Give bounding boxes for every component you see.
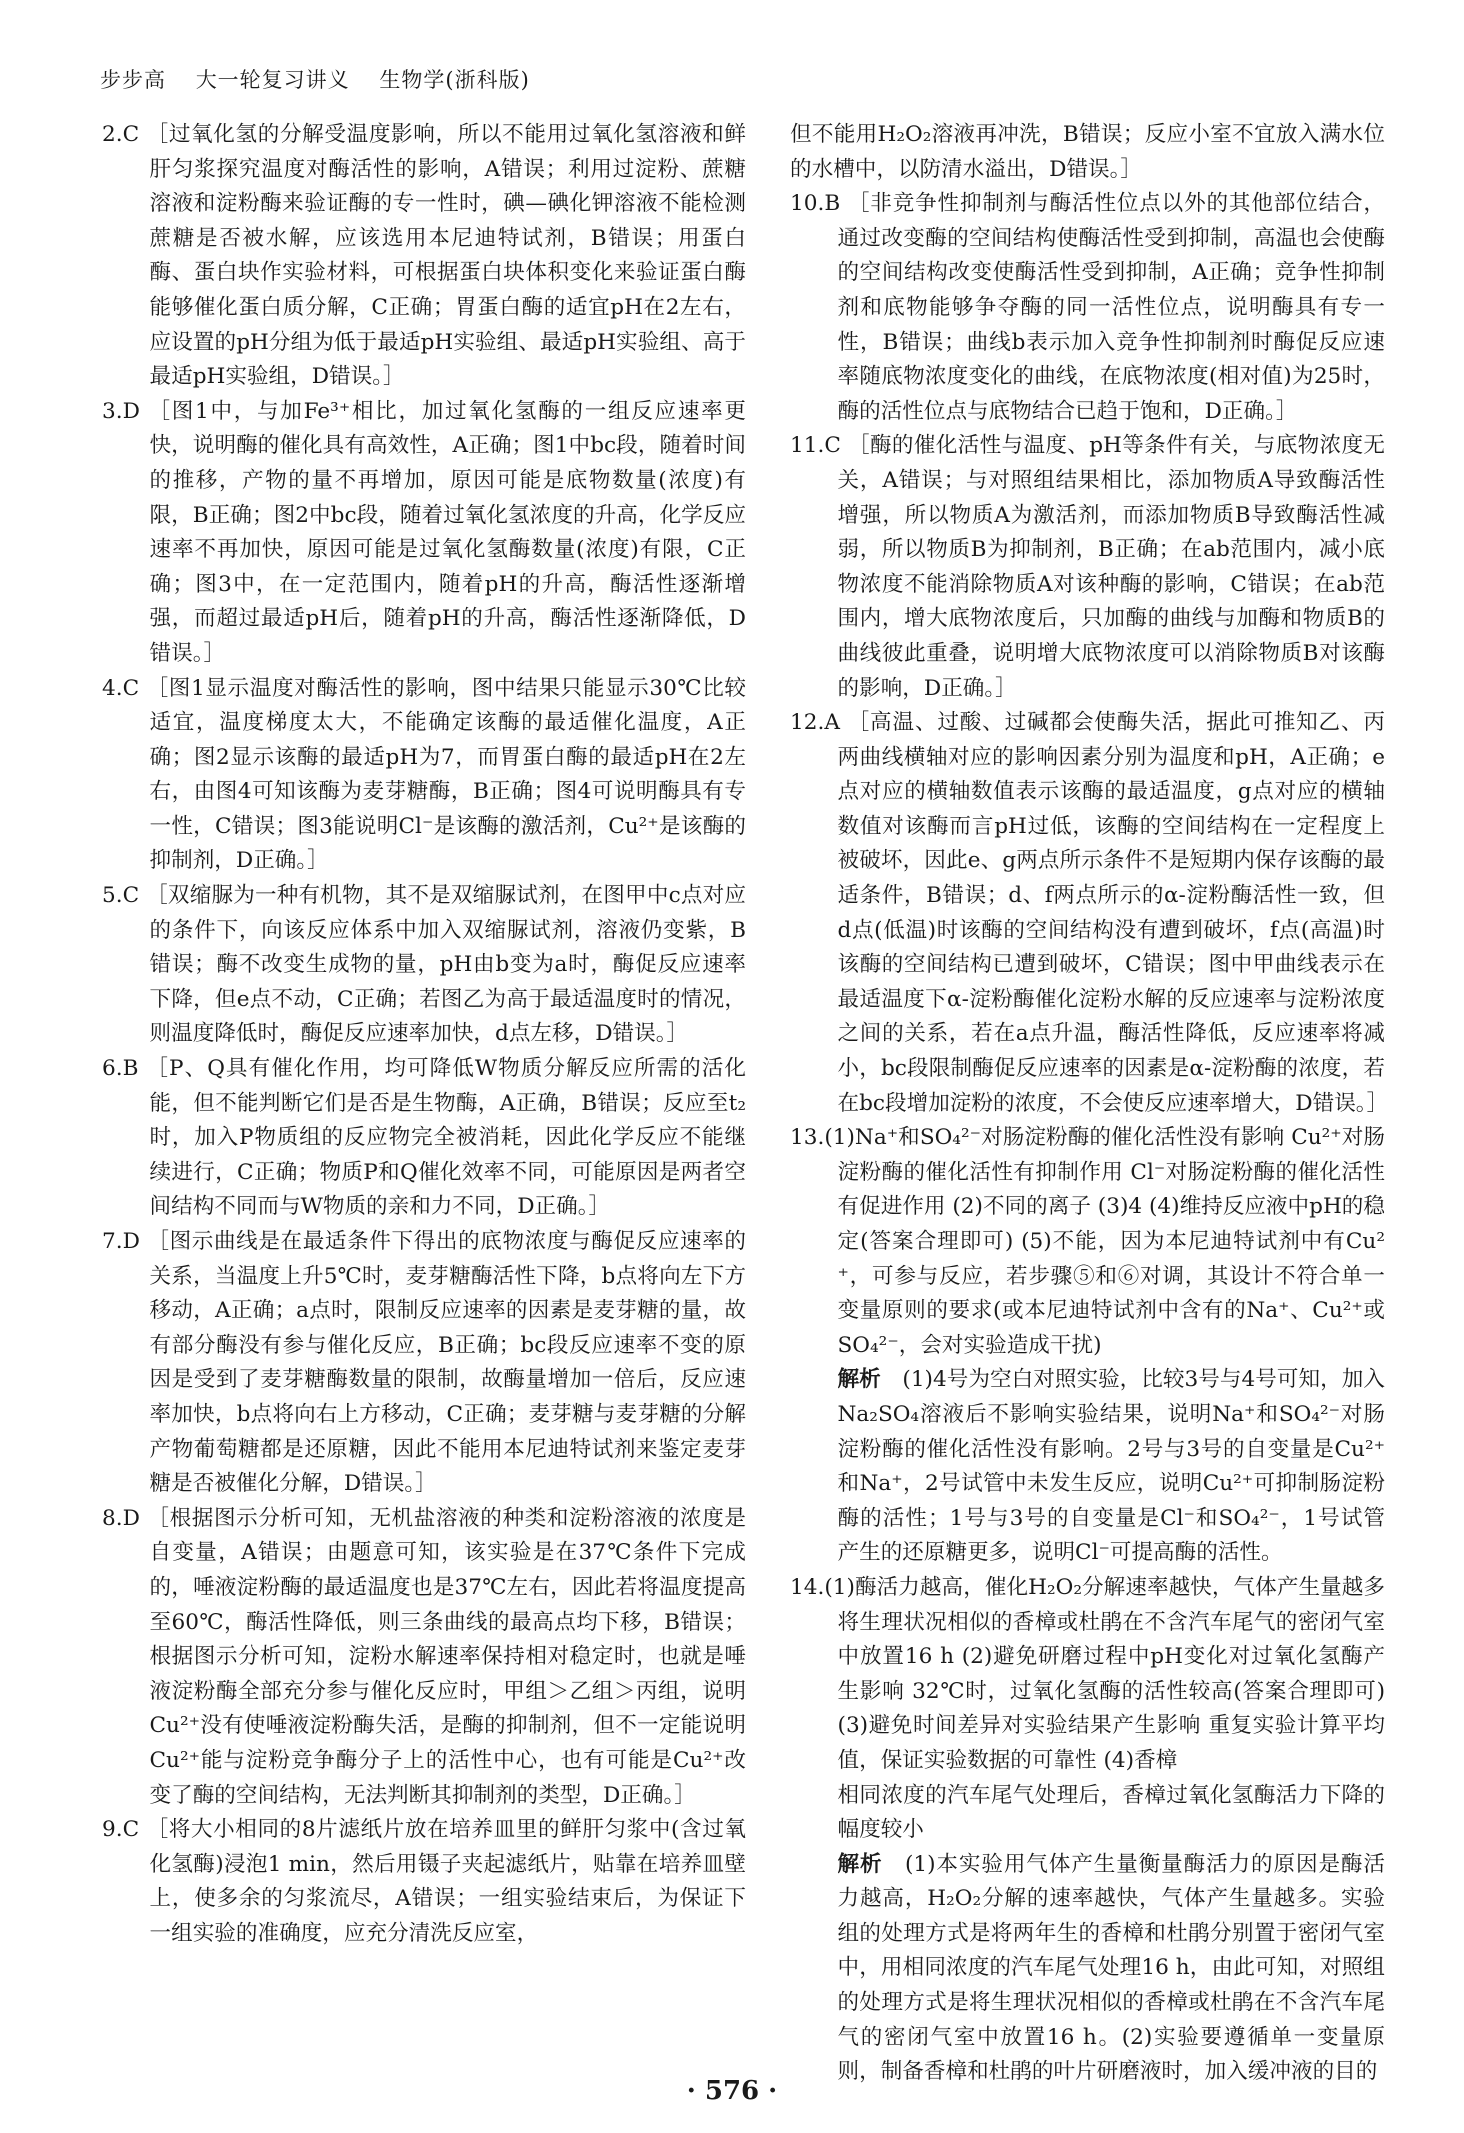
answer-item-13: 13.(1)Na⁺和SO₄²⁻对肠淀粉酶的催化活性没有影响 Cu²⁺对肠淀粉酶的催化活性有抑制作用 Cl⁻对肠淀粉酶的催化活性有促进作用 (2)不同的离子 (3)4 (4)维持反应液中pH的稳定(答案合理即可) (5)不能，因为本尼迪特试剂中有Cu²⁺，可参与反应，若步骤⑤和⑥对调，其设计不符合单一变量原则的要求(或本尼迪特试剂中含有的Na⁺、Cu²⁺或SO₄²⁻，会对实验造成干扰)	[790, 1125, 1385, 1358]
answer-item-10: 10.B ［非竞争性抑制剂与酶活性位点以外的其他部位结合，通过改变酶的空间结构使酶活性受到抑制，高温也会使酶的空间结构改变使酶活性受到抑制，A正确；竞争性抑制剂和底物能够争夺酶的同一活性位点，说明酶具有专一性，B错误；曲线b表示加入竞争性抑制剂时酶促反应速率随底物浓度变化的曲线，在底物浓度(相对值)为25时，酶的活性位点与底物结合已趋于饱和，D正确。］	[790, 191, 1385, 424]
page-number: · 576 ·	[686, 2076, 778, 2106]
header-series: 步步高	[100, 68, 166, 92]
answer-item-9-continued: 但不能用H₂O₂溶液再冲洗，B错误；反应小室不宜放入满水位的水槽中，以防清水溢出，D错误。］	[790, 122, 1385, 182]
header-title: 大一轮复习讲义	[195, 68, 350, 92]
analysis-label: 解析	[837, 1851, 883, 1877]
answer-item-7: 7.D ［图示曲线是在最适条件下得出的底物浓度与酶促反应速率的关系，当温度上升5℃时，麦芽糖酶活性下降，b点将向左下方移动，A正确；a点时，限制反应速率的因素是麦芽糖的量，故有部分酶没有参与催化反应，B正确；bc段反应速率不变的原因是受到了麦芽糖酶数量的限制，故酶量增加一倍后，反应速率加快，b点将向右上方移动，C正确；麦芽糖与麦芽糖的分解产物葡萄糖都是还原糖，因此不能用本尼迪特试剂来鉴定麦芽糖是否被催化分解，D错误。］	[102, 1229, 746, 1497]
analysis-label: 解析	[837, 1367, 881, 1393]
answer-item-9: 9.C ［将大小相同的8片滤纸片放在培养皿里的鲜肝匀浆中(含过氧化氢酶)浸泡1 min，然后用镊子夹起滤纸片，贴靠在培养皿壁上，使多余的匀浆流尽，A错误；一组实验结束后，为保证下一组实验的准确度，应充分清洗反应室，	[102, 1817, 746, 1946]
answer-item-14: 14.(1)酶活力越高，催化H₂O₂分解速率越快，气体产生量越多 将生理状况相似的香樟或杜鹃在不含汽车尾气的密闭气室中放置16 h (2)避免研磨过程中pH变化对过氧化氢酶产生影响 32℃时，过氧化氢酶的活性较高(答案合理即可) (3)避免时间差异对实验结果产生影响 重复实验计算平均值，保证实验数据的可靠性 (4)香樟	[790, 1574, 1385, 1773]
answer-item-14-tail: 相同浓度的汽车尾气处理后，香樟过氧化氢酶活力下降的幅度较小	[837, 1782, 1385, 1843]
left-column	[102, 118, 746, 1951]
answer-item-12: 12.A ［高温、过酸、过碱都会使酶失活，据此可推知乙、丙两曲线横轴对应的影响因素分别为温度和pH，A正确；e点对应的横轴数值表示该酶的最适温度，g点对应的横轴数值对该酶而言pH过低，该酶的空间结构在一定程度上被破坏，因此e、g两点所示条件不是短期内保存该酶的最适条件，B错误；d、f两点所示的α-淀粉酶活性一致，但d点(低温)时该酶的空间结构没有遭到破坏，f点(高温)时该酶的空间结构已遭到破坏，C错误；图中甲曲线表示在最适温度下α-淀粉酶催化淀粉水解的反应速率与淀粉浓度之间的关系，若在a点升温，酶活性降低，反应速率将减小，bc段限制酶促反应速率的因素是α-淀粉酶的浓度，若在bc段增加淀粉的浓度，不会使反应速率增大，D错误。］	[790, 710, 1389, 1116]
running-header	[100, 64, 552, 94]
answer-item-3: 3.D ［图1中，与加Fe³⁺相比，加过氧化氢酶的一组反应速率更快，说明酶的催化具有高效性，A正确；图1中bc段，随着时间的推移，产物的量不再增加，原因可能是底物数量(浓度)有限，B正确；图2中bc段，随着过氧化氢浓度的升高，化学反应速率不再加快，原因可能是过氧化氢酶数量(浓度)有限，C正确；图3中，在一定范围内，随着pH的升高，酶活性逐渐增强，而超过最适pH后，随着pH的升高，酶活性逐渐降低，D错误。］	[102, 398, 746, 666]
answer-item-11: 11.C ［酶的催化活性与温度、pH等条件有关，与底物浓度无关，A错误；与对照组结果相比，添加物质A导致酶活性增强，所以物质A为激活剂，而添加物质B导致酶活性减弱，所以物质B为抑制剂，B正确；在ab范围内，减小底物浓度不能消除物质A对该种酶的影响，C错误；在ab范围内，增大底物浓度后，只加酶的曲线与加酶和物质B的曲线彼此重叠，说明增大底物浓度可以消除物质B对该酶的影响，D正确。］	[790, 433, 1385, 701]
answer-item-8: 8.D ［根据图示分析可知，无机盐溶液的种类和淀粉溶液的浓度是自变量，A错误；由题意可知，该实验是在37℃条件下完成的，唾液淀粉酶的最适温度也是37℃左右，因此若将温度提高至60℃，酶活性降低，则三条曲线的最高点均下移，B错误；根据图示分析可知，淀粉水解速率保持相对稳定时，也就是唾液淀粉酶全部充分参与催化反应时，甲组＞乙组＞丙组，说明Cu²⁺没有使唾液淀粉酶失活，是酶的抑制剂，但不一定能说明Cu²⁺能与淀粉竞争酶分子上的活性中心，也有可能是Cu²⁺改变了酶的空间结构，无法判断其抑制剂的类型，D正确。］	[102, 1505, 746, 1808]
analysis-13	[790, 1363, 1385, 1571]
analysis-13-text: (1)4号为空白对照实验，比较3号与4号可知，加入Na₂SO₄溶液后不影响实验结果，说明Na⁺和SO₄²⁻对肠淀粉酶的催化活性没有影响。2号与3号的自变量是Cu²⁺和Na⁺，2号试管中未发生反应，说明Cu²⁺可抑制肠淀粉酶的活性；1号与3号的自变量是Cl⁻和SO₄²⁻，1号试管产生的还原糖更多，说明Cl⁻可提高酶的活性。	[837, 1367, 1385, 1566]
header-subject: 生物学(浙科版)	[379, 68, 530, 92]
answer-item-6: 6.B ［P、Q具有催化作用，均可降低W物质分解反应所需的活化能，但不能判断它们是否是生物酶，A正确，B错误；反应至t₂时，加入P物质组的反应物完全被消耗，因此化学反应不能继续进行，C正确；物质P和Q催化效率不同，可能原因是两者空间结构不同而与W物质的亲和力不同，D正确。］	[102, 1056, 746, 1220]
answer-item-2: 2.C ［过氧化氢的分解受温度影响，所以不能用过氧化氢溶液和鲜肝匀浆探究温度对酶活性的影响，A错误；利用过淀粉、蔗糖溶液和淀粉酶来验证酶的专一性时，碘—碘化钾溶液不能检测蔗糖是否被水解，应该选用本尼迪特试剂，B错误；用蛋白酶、蛋白块作实验材料，可根据蛋白块体积变化来验证蛋白酶能够催化蛋白质分解，C正确；胃蛋白酶的适宜pH在2左右，应设置的pH分组为低于最适pH实验组、最适pH实验组、高于最适pH实验组，D错误。］	[102, 122, 746, 390]
right-column	[790, 118, 1389, 2090]
answer-item-4: 4.C ［图1显示温度对酶活性的影响，图中结果只能显示30℃比较适宜，温度梯度太大，不能确定该酶的最适催化温度，A正确；图2显示该酶的最适pH为7，而胃蛋白酶的最适pH在2左右，由图4可知该酶为麦芽糖酶，B正确；图4可说明酶具有专一性，C错误；图3能说明Cl⁻是该酶的激活剂，Cu²⁺是该酶的抑制剂，D正确。］	[102, 675, 746, 874]
analysis-14	[790, 1848, 1385, 2090]
analysis-14-text: (1)本实验用气体产生量衡量酶活力的原因是酶活力越高，H₂O₂分解的速率越快，气体产生量越多。实验组的处理方式是将两年生的香樟和杜鹃分别置于密闭气室中，用相同浓度的汽车尾气处理16 h，由此可知，对照组的处理方式是将生理状况相似的香樟或杜鹃在不含汽车尾气的密闭气室中放置16 h。(2)实验要遵循单一变量原则，制备香樟和杜鹃的叶片研磨液时，加入缓冲液的目的	[837, 1851, 1385, 2085]
answer-item-5: 5.C ［双缩脲为一种有机物，其不是双缩脲试剂，在图甲中c点对应的条件下，向该反应体系中加入双缩脲试剂，溶液仍变紫，B错误；酶不改变生成物的量，pH由b变为a时，酶促反应速率下降，但e点不动，C正确；若图乙为高于最适温度时的情况，则温度降低时，酶促反应速率加快，d点左移，D错误。］	[102, 883, 746, 1047]
